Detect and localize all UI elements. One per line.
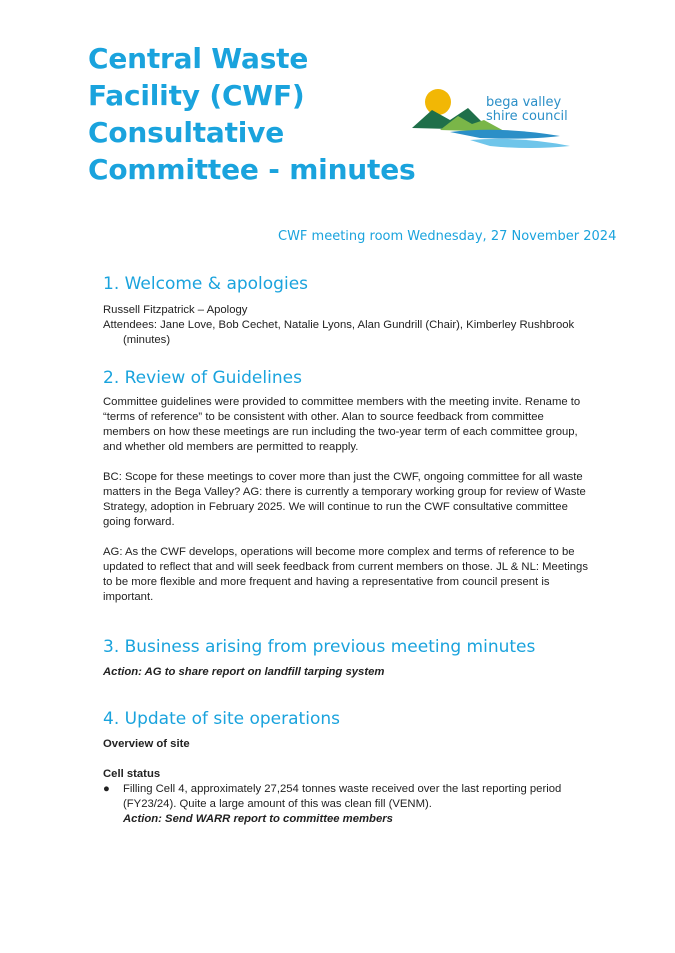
section-body-welcome	[103, 303, 593, 348]
section-heading-business-arising: 3. Business arising from previous meeting minutes	[103, 637, 536, 657]
subheading-overview: Overview of site	[103, 738, 190, 750]
section-body-site-operations	[103, 737, 593, 827]
paragraph: AG: As the CWF develops, operations will become more complex and terms of reference to be updated to reflect that and will seek feedback from current members on those. JL & NL: Meetings to be more flexible and more frequent and having a representative from council present is important.	[103, 546, 588, 603]
action-item: Action: Send WARR report to committee members	[123, 813, 393, 825]
title-line-1: Central Waste	[88, 42, 309, 75]
section-heading-site-operations: 4. Update of site operations	[103, 709, 340, 729]
paragraph: Committee guidelines were provided to committee members with the meeting invite. Rename to “terms of reference” to be consistent with other. Alan to source feedback from committee members on how these meetings are run including the two-year term of each committee group, and whether old members are permitted to reapply.	[103, 396, 581, 453]
section-heading-welcome: 1. Welcome & apologies	[103, 274, 309, 294]
attendees-line: Attendees: Jane Love, Bob Cechet, Natalie Lyons, Alan Gundrill (Chair), Kimberley Rushbrook	[103, 319, 575, 331]
subheading-cell-status: Cell status	[103, 768, 161, 780]
section-body-guidelines	[103, 395, 593, 605]
logo-text	[486, 96, 568, 124]
bullet-text: Filling Cell 4, approximately 27,254 tonnes waste received over the last reporting period (FY23/24). Quite a large amount of this was clean fill (VENM).	[123, 783, 562, 810]
action-item: Action: AG to share report on landfill tarping system	[103, 666, 385, 678]
paragraph: BC: Scope for these meetings to cover more than just the CWF, ongoing committee for all waste matters in the Bega Valley? AG: there is currently a temporary working group for review of Waste Strategy, adoption in February 2025. We will continue to run the CWF consultative committee going forward.	[103, 471, 586, 528]
section-heading-guidelines: 2. Review of Guidelines	[103, 368, 302, 388]
apology-line: Russell Fitzpatrick – Apology	[103, 304, 248, 316]
logo-sun	[425, 89, 451, 115]
logo-text-line-2: shire council	[486, 109, 568, 124]
logo-wave-2	[470, 139, 570, 148]
bullet-icon: ●	[103, 783, 110, 795]
logo-text-line-1: bega valley	[486, 95, 562, 110]
bullet-item	[103, 782, 593, 827]
attendees-line-cont: (minutes)	[123, 334, 171, 346]
title-line-2: Facility (CWF)	[88, 79, 305, 112]
section-body-business-arising	[103, 665, 593, 680]
document-title	[88, 40, 415, 188]
logo-wave-1	[450, 130, 560, 139]
meeting-info: CWF meeting room Wednesday, 27 November 2024	[278, 229, 617, 244]
title-line-4: Committee - minutes	[88, 153, 416, 186]
title-line-3: Consultative	[88, 116, 285, 149]
